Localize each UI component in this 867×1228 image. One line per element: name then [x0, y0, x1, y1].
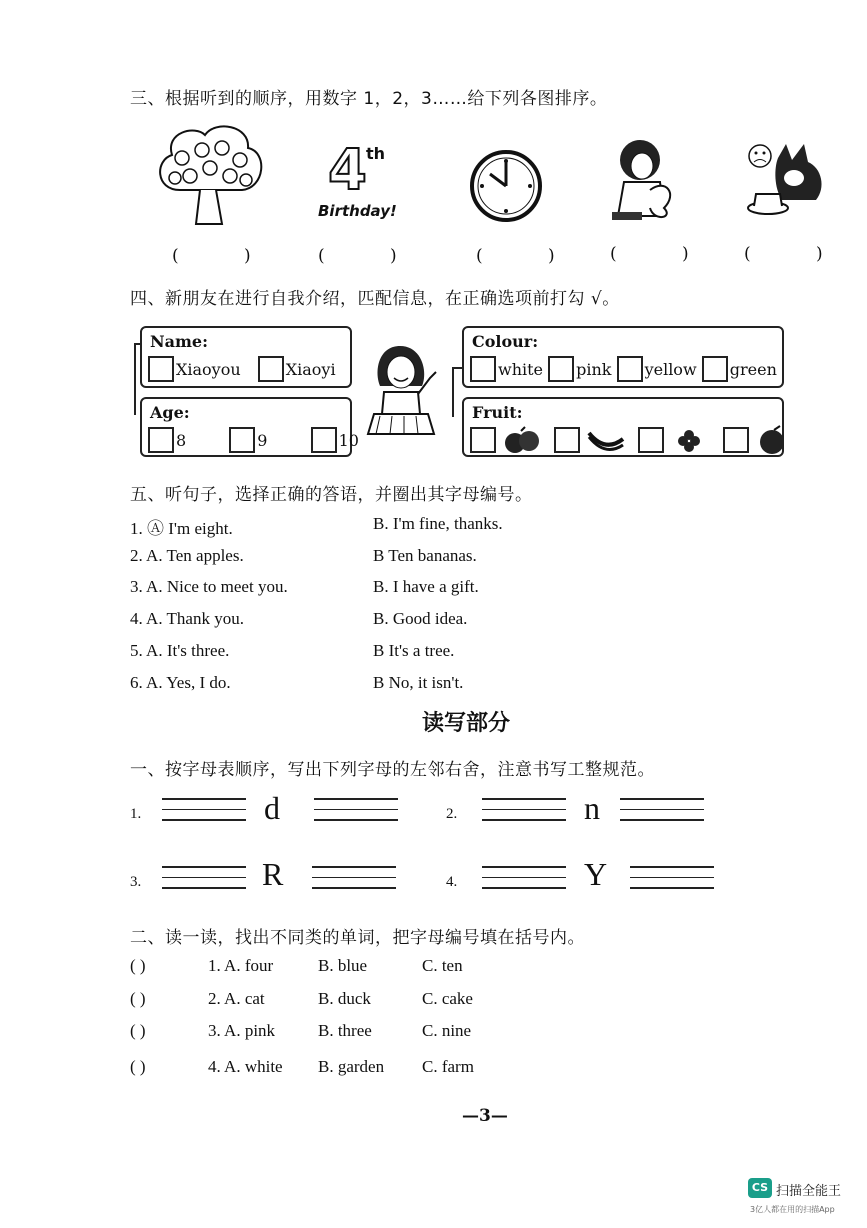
page-number: —3— — [462, 1106, 508, 1126]
checkbox-xiaoyou[interactable] — [148, 356, 174, 382]
grapes-icon — [669, 425, 709, 455]
checkbox-fruit-1[interactable] — [470, 427, 496, 453]
paren-2: ( ) — [318, 246, 427, 266]
apple-pear-icon — [754, 425, 794, 455]
checkbox-fruit-2[interactable] — [554, 427, 580, 453]
list-item: B. Good idea. — [373, 609, 468, 628]
list-item: B. I have a gift. — [373, 577, 479, 596]
checkbox-fruit-4[interactable] — [723, 427, 749, 453]
part-title: 读写部分 — [422, 711, 511, 736]
list-item: 1. Ⓐ I'm eight. — [130, 519, 233, 538]
list-item: B No, it isn't. — [373, 673, 464, 692]
checkbox-xiaoyi[interactable] — [258, 356, 284, 382]
answer-paren[interactable]: ( ) — [130, 989, 146, 1008]
list-item: B It's a tree. — [373, 641, 455, 660]
writing-lines[interactable] — [312, 866, 396, 900]
list-item: B. I'm fine, thanks. — [373, 514, 503, 533]
checkbox-white[interactable] — [470, 356, 496, 382]
list-item: 5. A. It's three. — [130, 641, 230, 660]
writing-lines[interactable] — [482, 866, 566, 900]
list-item: 4. A. Thank you. — [130, 609, 244, 628]
answer-paren[interactable]: ( ) — [130, 1021, 146, 1040]
fruit-box: Fruit: — [462, 397, 784, 457]
apples-icon — [501, 425, 541, 455]
rw2-title: 二、读一读，找出不同类的单词，把字母编号填在括号内。 — [130, 928, 585, 948]
writing-lines[interactable] — [314, 798, 398, 832]
checkbox-fruit-3[interactable] — [638, 427, 664, 453]
paren-3: ( ) — [476, 246, 585, 266]
answer-paren[interactable]: ( ) — [130, 1057, 146, 1076]
writing-lines[interactable] — [630, 866, 714, 900]
paren-5: ( ) — [744, 244, 853, 264]
connector — [134, 343, 136, 415]
letter-d: d — [264, 790, 280, 826]
clock-icon — [468, 146, 544, 226]
letter-n: n — [584, 790, 600, 826]
writing-lines[interactable] — [620, 798, 704, 832]
paren-1: ( ) — [172, 246, 281, 266]
girl-icon — [604, 138, 680, 226]
writing-lines[interactable] — [482, 798, 566, 832]
dog-cake-icon — [742, 138, 832, 222]
checkbox-green[interactable] — [702, 356, 728, 382]
writing-lines[interactable] — [162, 866, 246, 900]
checkbox-age-9[interactable] — [229, 427, 255, 453]
watermark-name: 扫描全能王 — [776, 1184, 842, 1199]
checkbox-yellow[interactable] — [617, 356, 643, 382]
answer-paren[interactable]: ( ) — [130, 956, 146, 975]
apple-tree-icon — [150, 120, 270, 232]
letter-Y: Y — [584, 856, 608, 892]
watermark-sub: 3亿人都在用的扫描App — [750, 1205, 835, 1214]
scanner-logo-icon: CS — [748, 1178, 772, 1198]
list-item: 3. A. Nice to meet you. — [130, 577, 288, 596]
name-box: Name: Xiaoyou Xiaoyi — [140, 326, 352, 388]
letter-R: R — [262, 856, 284, 892]
checkbox-age-8[interactable] — [148, 427, 174, 453]
section4-title: 四、新朋友在进行自我介绍，匹配信息，在正确选项前打勾 √。 — [130, 289, 620, 309]
rw1-title: 一、按字母表顺序，写出下列字母的左邻右舍，注意书写工整规范。 — [130, 760, 655, 780]
list-item: B Ten bananas. — [373, 546, 477, 565]
list-item: 2. A. Ten apples. — [130, 546, 244, 565]
age-box: Age: 8 9 10 — [140, 397, 352, 457]
checkbox-age-10[interactable] — [311, 427, 337, 453]
writing-lines[interactable] — [162, 798, 246, 832]
section5-title: 五、听句子，选择正确的答语，并圈出其字母编号。 — [130, 485, 533, 505]
section3-title: 三、根据听到的顺序，用数字 1，2，3……给下列各图排序。 — [130, 89, 608, 109]
connector — [452, 367, 454, 417]
colour-box: Colour: white pink yellow green — [462, 326, 784, 388]
list-item: 6. A. Yes, I do. — [130, 673, 231, 692]
bananas-icon — [585, 425, 625, 455]
paren-4: ( ) — [610, 244, 719, 264]
checkbox-pink[interactable] — [548, 356, 574, 382]
birthday-icon: 4 th Birthday! — [318, 138, 397, 220]
girl-introduction-icon — [360, 342, 450, 438]
